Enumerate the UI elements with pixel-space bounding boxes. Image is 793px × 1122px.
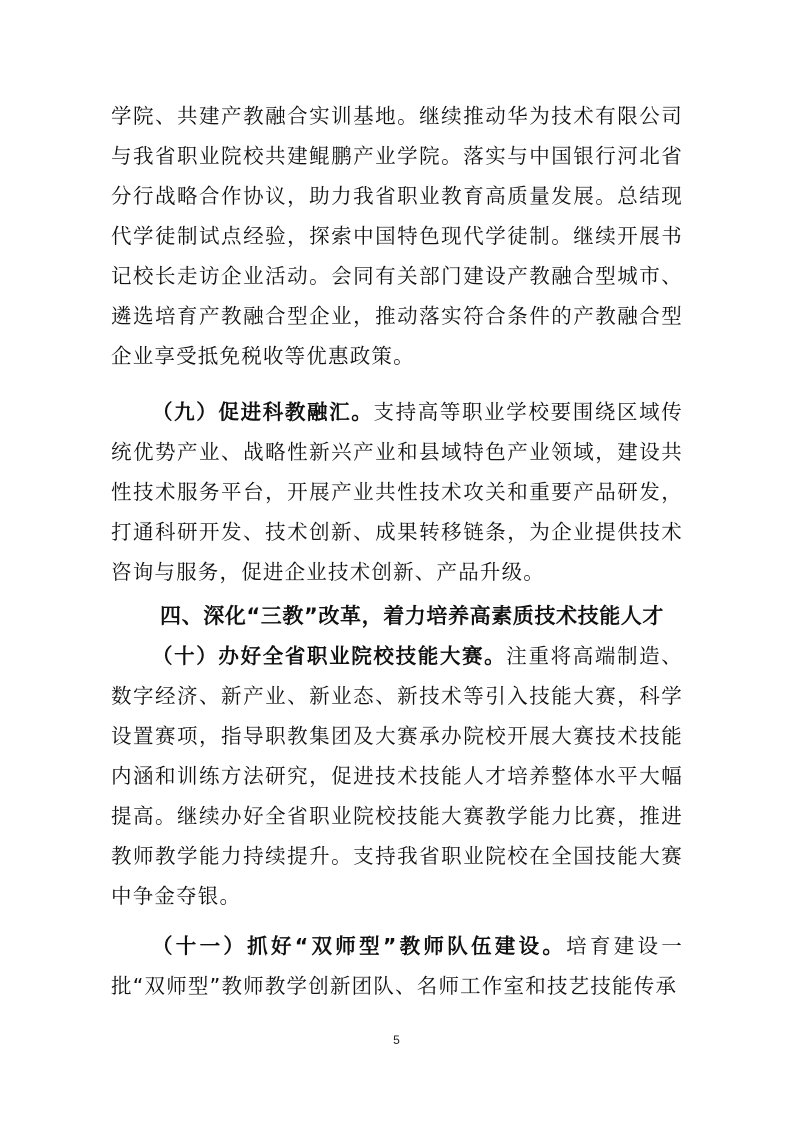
paragraph-lead-10: （十）办好全省职业院校技能大赛。 <box>152 644 507 668</box>
paragraph-lead-11: （十一）抓好“双师型”教师队伍建设。 <box>152 934 567 958</box>
paragraph-science-education <box>111 392 683 592</box>
paragraph-skills-competition <box>111 636 683 926</box>
page-number: 5 <box>393 1033 400 1047</box>
paragraph-lead-9: （九）促进科教融汇。 <box>152 400 374 424</box>
paragraph-industry-education-integration: 学院、共建产教融合实训基地。继续推动华为技术有限公司与我省职业院校共建鲲鹏产业学院。落实与中国银行河北省分行战略合作协议，助力我省职业教育高质量发展。总结现代学徒制试点经验，探索中国特色现代学徒制。继续开展书记校长走访企业活动。会同有关部门建设产教融合型城市、遴选培育产教融合型企业，推动落实符合条件的产教融合型企业享受抵免税收等优惠政策。 <box>111 104 683 368</box>
paragraph-body-9: 支持高等职业学校要围绕区域传统优势产业、战略性新兴产业和县域特色产业领域，建设共性技术服务平台，开展产业共性技术攻关和重要产品研发，打通科研开发、技术创新、成果转移链条，为企业提供技术咨询与服务，促进企业技术创新、产品升级。 <box>111 400 683 584</box>
paragraph-body-10: 注重将高端制造、数字经济、新产业、新业态、新技术等引入技能大赛，科学设置赛项，指导职教集团及大赛承办院校开展大赛技术技能内涵和训练方法研究，促进技术技能人才培养整体水平大幅提高。继续办好全省职业院校技能大赛教学能力比赛，推进教师教学能力持续提升。支持我省职业院校在全国技能大赛中争金夺银。 <box>111 644 683 908</box>
paragraph-body-11: 培育建设一批“双师型”教师教学创新团队、名师工作室和技艺技能传承 <box>111 934 684 998</box>
section-heading-four: 四、深化“三教”改革，着力培养高素质技术技能人才 <box>160 604 665 628</box>
paragraph-dual-teacher <box>111 926 683 1006</box>
